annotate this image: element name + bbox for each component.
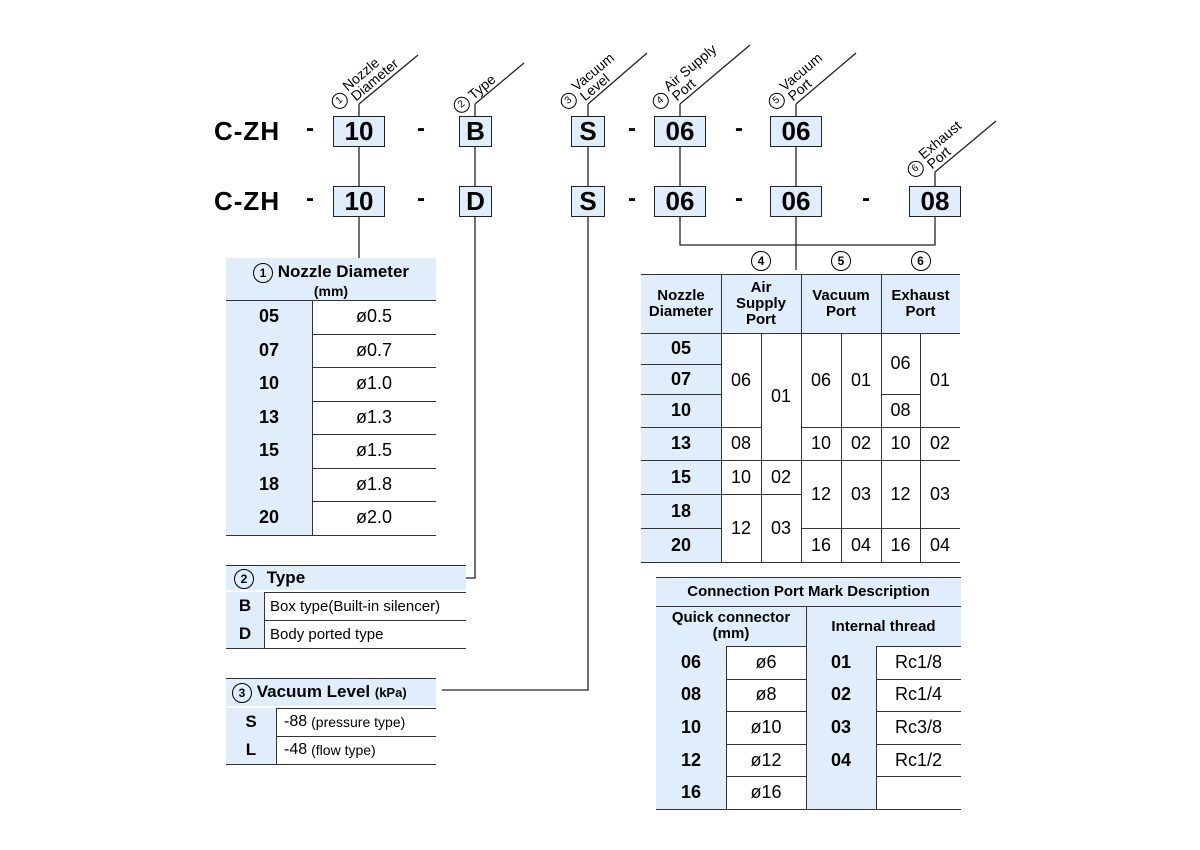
code-box-vacuum-port: 06 <box>770 186 822 217</box>
table-rule <box>876 646 877 809</box>
nozzle-code-cell: 13 <box>226 401 312 435</box>
vacuum-note: (flow type) <box>311 742 376 758</box>
quick-value-cell: ø6 <box>755 651 777 672</box>
table-rule <box>226 300 436 301</box>
port-nozzle-cell: 15 <box>641 460 721 494</box>
circled-number: 5 <box>766 90 789 113</box>
separator-dash: - <box>628 185 636 212</box>
code-box-vacuum-port: 06 <box>770 116 822 147</box>
code-box-type: D <box>459 186 492 217</box>
nozzle-table-unit: (mm) <box>313 283 349 299</box>
quick-code-cell: 08 <box>656 679 726 712</box>
table-rule <box>806 606 807 809</box>
table-rule <box>726 646 727 809</box>
nozzle-code-cell: 20 <box>226 501 312 535</box>
thread-value-cell: Rc1/8 <box>894 651 943 672</box>
nozzle-code-cell: 07 <box>226 334 312 368</box>
port-nozzle-cell: 10 <box>641 394 721 427</box>
table-rule <box>641 394 721 395</box>
vacuum-code-cell: L <box>226 736 276 764</box>
table-rule <box>801 274 802 562</box>
port-table <box>641 248 961 563</box>
table-rule <box>656 577 961 578</box>
quick-connector-header: Quick connector (mm) <box>656 606 806 646</box>
port-nozzle-cell: 07 <box>641 364 721 394</box>
vacuum-value-cell <box>284 708 436 736</box>
table-rule <box>641 562 960 563</box>
separator-dash: - <box>862 185 870 212</box>
type-code-cell: B <box>226 592 264 620</box>
code-box-nozzle: 10 <box>333 116 385 147</box>
table-rule <box>312 300 313 535</box>
nozzle-code-cell: 15 <box>226 434 312 468</box>
circled-number: 2 <box>451 94 474 117</box>
table-rule <box>226 648 466 649</box>
nozzle-value-cell: ø1.0 <box>355 373 393 394</box>
vacuum-table-title: Vacuum Level <box>256 682 371 701</box>
vac-a-cell: 10 <box>810 433 832 453</box>
type-desc-cell: Box type(Built-in silencer) <box>270 597 441 615</box>
code-box-air-supply-port: 06 <box>654 116 706 147</box>
separator-dash: - <box>417 185 425 212</box>
air-a-cell: 06 <box>730 369 752 390</box>
table-rule <box>656 606 961 607</box>
vac-a-cell: 16 <box>810 534 832 555</box>
table-rule <box>721 274 722 562</box>
air-a-cell: 12 <box>730 517 752 538</box>
nozzle-table-title: Nozzle Diameter <box>277 262 410 281</box>
vac-b-cell: 01 <box>850 369 872 390</box>
air-a-cell: 08 <box>730 433 752 453</box>
separator-dash: - <box>628 115 636 142</box>
vac-a-cell: 06 <box>810 369 832 390</box>
quick-code-cell: 16 <box>656 776 726 809</box>
vac-a-cell: 12 <box>810 483 832 504</box>
table-rule <box>264 592 265 648</box>
vacuum-code-cell: S <box>226 708 276 736</box>
type-table-title: Type <box>266 568 306 587</box>
air-b-cell: 02 <box>770 466 792 487</box>
port-header-nozzle: Nozzle Diameter <box>641 274 721 333</box>
nozzle-value-cell: ø2.0 <box>355 507 393 528</box>
air-b-cell: 01 <box>770 386 792 406</box>
separator-dash: - <box>417 115 425 142</box>
vacuum-table-unit: (kPa) <box>374 685 407 700</box>
nozzle-value-cell: ø1.5 <box>355 440 393 461</box>
vac-b-cell: 04 <box>850 534 872 555</box>
table-rule <box>881 274 882 562</box>
port-nozzle-cell: 20 <box>641 528 721 562</box>
thread-value-cell: Rc1/4 <box>894 684 943 705</box>
separator-dash: - <box>306 185 314 212</box>
exh-b-cell: 01 <box>929 369 951 390</box>
nozzle-value-cell: ø0.5 <box>355 306 393 327</box>
quick-value-cell: ø8 <box>755 684 777 705</box>
table-rule <box>881 394 920 395</box>
quick-value-cell: ø16 <box>750 782 782 803</box>
quick-value-cell: ø10 <box>750 716 782 737</box>
connection-port-table <box>656 577 961 809</box>
type-code-cell: D <box>226 620 264 648</box>
vacuum-table-header <box>226 678 436 706</box>
code-box-vacuum-level: S <box>571 116 605 147</box>
nozzle-value-cell: ø0.7 <box>355 339 393 360</box>
thread-code-cell: 02 <box>806 679 876 712</box>
table-rule <box>226 535 436 536</box>
nozzle-code-cell: 18 <box>226 468 312 502</box>
circled-number: 6 <box>905 158 928 181</box>
annotation-label: Nozzle Diameter <box>339 54 402 104</box>
nozzle-table-header <box>226 258 436 300</box>
port-nozzle-cell: 13 <box>641 427 721 460</box>
port-header-vacuum: Vacuum Port <box>801 274 881 333</box>
vac-b-cell: 02 <box>850 433 872 453</box>
annotation-label: Vacuum Level <box>568 49 618 104</box>
separator-dash: - <box>735 185 743 212</box>
port-col-number <box>721 248 801 274</box>
code-box-vacuum-level: S <box>571 186 605 217</box>
type-desc-cell: Body ported type <box>270 625 384 643</box>
table-rule <box>920 333 921 562</box>
nozzle-code-cell: 05 <box>226 300 312 334</box>
table-rule <box>641 364 721 365</box>
table-rule <box>841 333 842 562</box>
port-col-number <box>881 248 960 274</box>
thread-code-cell: 03 <box>806 711 876 744</box>
table-rule <box>656 809 961 810</box>
exh-a-cell: 08 <box>890 400 911 420</box>
table-rule <box>641 528 721 529</box>
annotation-label: Vacuum Port <box>776 49 826 104</box>
nozzle-value-cell: ø1.8 <box>355 473 393 494</box>
nozzle-diameter-table <box>226 258 436 533</box>
connection-table-title: Connection Port Mark Description <box>656 577 961 606</box>
circled-number: 5 <box>831 251 851 271</box>
table-rule <box>276 708 277 764</box>
circled-number: 4 <box>751 251 771 271</box>
port-nozzle-cell: 05 <box>641 333 721 364</box>
thread-value-cell: Rc3/8 <box>894 716 943 737</box>
code-box-exhaust-port: 08 <box>909 186 961 217</box>
separator-dash: - <box>306 115 314 142</box>
circled-number: 3 <box>558 90 581 113</box>
port-header-exhaust: Exhaust Port <box>881 274 960 333</box>
circled-number: 1 <box>329 90 352 113</box>
vacuum-value-cell <box>284 736 436 764</box>
internal-thread-header: Internal thread <box>806 606 961 646</box>
circled-number: 2 <box>234 569 254 589</box>
port-header-air-supply: Air Supply Port <box>721 274 801 333</box>
code-box-type: B <box>459 116 492 147</box>
quick-code-cell: 06 <box>656 646 726 679</box>
exh-a-cell: 12 <box>890 483 911 504</box>
annotation-label: Exhaust Port <box>915 117 965 172</box>
table-rule <box>761 333 762 562</box>
thread-code-cell <box>806 776 876 809</box>
model-prefix-row2: C-ZH <box>214 186 281 216</box>
table-rule <box>641 427 761 428</box>
vac-b-cell: 03 <box>850 483 872 504</box>
vacuum-value: -48 <box>284 741 308 758</box>
circled-number: 6 <box>911 251 931 271</box>
port-col-number <box>801 248 881 274</box>
nozzle-code-cell: 10 <box>226 367 312 401</box>
quick-value-cell: ø12 <box>750 749 782 770</box>
thread-value-cell: Rc1/2 <box>894 749 943 770</box>
vacuum-value: -88 <box>284 713 308 730</box>
air-a-cell: 10 <box>730 466 752 487</box>
exh-b-cell: 03 <box>929 483 951 504</box>
exh-b-cell: 04 <box>929 534 951 555</box>
table-rule <box>226 678 436 679</box>
vacuum-level-table <box>226 678 436 766</box>
type-table <box>226 565 466 651</box>
circled-number: 1 <box>253 263 273 283</box>
air-b-cell: 03 <box>770 517 792 538</box>
type-table-header <box>226 565 466 590</box>
nozzle-value-cell: ø1.3 <box>355 406 393 427</box>
code-box-air-supply-port: 06 <box>654 186 706 217</box>
circled-number: 4 <box>650 90 673 113</box>
code-box-nozzle: 10 <box>333 186 385 217</box>
quick-code-cell: 12 <box>656 744 726 777</box>
table-rule <box>226 764 436 765</box>
annotation-label: Type <box>464 70 499 103</box>
circled-number: 3 <box>232 683 252 703</box>
quick-code-cell: 10 <box>656 711 726 744</box>
exh-a-cell: 06 <box>890 353 911 373</box>
thread-code-cell: 04 <box>806 744 876 777</box>
annotation-label: Air Supply Port <box>660 40 720 104</box>
vacuum-note: (pressure type) <box>311 714 406 730</box>
exh-b-cell: 02 <box>929 433 951 453</box>
model-prefix-row1: C-ZH <box>214 116 281 146</box>
thread-code-cell: 01 <box>806 646 876 679</box>
port-nozzle-cell: 18 <box>641 494 721 528</box>
exh-a-cell: 10 <box>890 433 911 453</box>
table-rule <box>226 565 466 566</box>
separator-dash: - <box>735 115 743 142</box>
exh-a-cell: 16 <box>890 534 911 555</box>
